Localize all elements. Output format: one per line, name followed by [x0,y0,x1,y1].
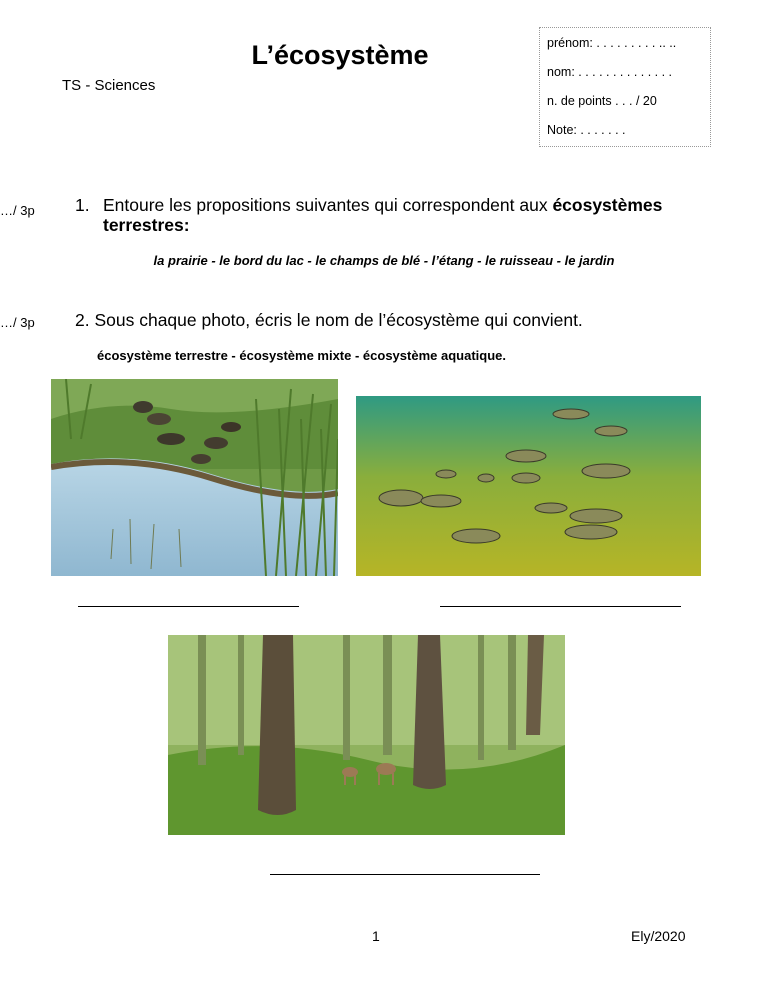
footer-author: Ely/2020 [631,928,686,944]
question1-number: 1. [75,195,90,215]
underwater-fish-photo [356,396,701,576]
grade-field[interactable]: Note: . . . . . . . [547,123,626,137]
question1-text: Entoure les propositions suivantes qui correspondent aux écosystèmes terrestres: [103,195,663,235]
pond-photo [51,379,338,576]
question2-choices: écosystème terrestre - écosystème mixte - écosystème aquatique. [97,348,506,363]
answer-line-3[interactable] [270,874,540,875]
question1-points: …/ 3p [0,203,35,218]
forest-photo [168,635,565,835]
student-info-box [539,27,711,147]
answer-line-1[interactable] [78,606,299,607]
points-field[interactable]: n. de points . . . / 20 [547,94,657,108]
question2-points: …/ 3p [0,315,35,330]
subject-label: TS - Sciences [62,77,156,94]
first-name-field[interactable]: prénom: . . . . . . . . . .. .. [547,36,677,50]
page-title: L’écosystème [251,40,429,70]
page-number: 1 [372,928,380,944]
last-name-field[interactable]: nom: . . . . . . . . . . . . . . [547,65,673,79]
question1-choices[interactable]: la prairie - le bord du lac - le champs de blé - l’étang - le ruisseau - le jardin [153,253,615,268]
answer-line-2[interactable] [440,606,681,607]
question2-text: 2. Sous chaque photo, écris le nom de l’écosystème qui convient. [75,310,583,330]
